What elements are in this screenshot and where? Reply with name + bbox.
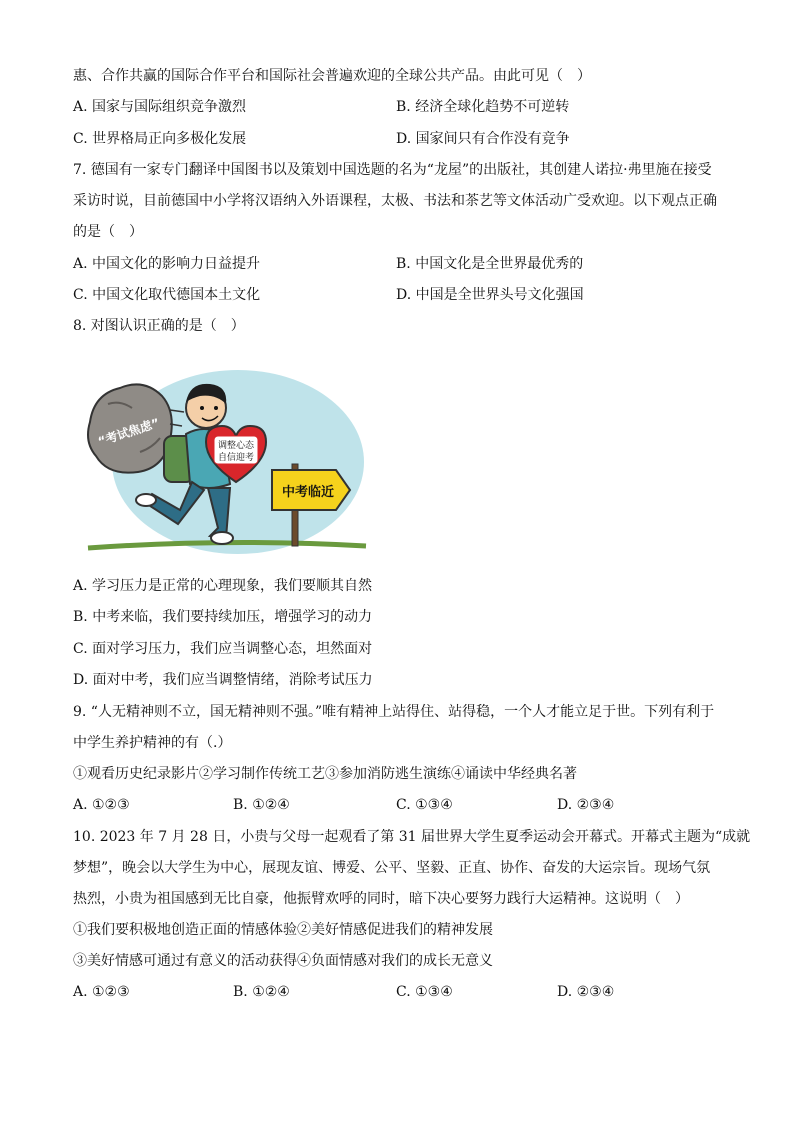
q7-option-b[interactable]: B. 中国文化是全世界最优秀的 [396,256,584,272]
q10-items-line1: ①我们要积极地创造正面的情感体验②美好情感促进我们的精神发展 [73,922,493,938]
q10-option-a[interactable]: A. ①②③ [73,984,130,1000]
q8-option-d[interactable]: D. 面对中考，我们应当调整情绪，消除考试压力 [73,672,373,688]
q7-option-d[interactable]: D. 中国是全世界头号文化强国 [396,287,584,303]
q9-option-a[interactable]: A. ①②③ [73,797,130,813]
q8-option-a[interactable]: A. 学习压力是正常的心理现象，我们要顺其自然 [73,578,373,594]
q7-option-c[interactable]: C. 中国文化取代德国本土文化 [73,287,261,303]
q10-stem-line3: 热烈，小贵为祖国感到无比自豪，他振臂欢呼的同时，暗下决心要努力践行大运精神。这说明（ ） [73,891,689,907]
q6-option-d[interactable]: D. 国家间只有合作没有竞争 [396,131,570,147]
q9-option-d[interactable]: D. ②③④ [557,797,615,813]
q6-option-c[interactable]: C. 世界格局正向多极化发展 [73,131,247,147]
front-shoe [211,532,233,544]
q9-option-c[interactable]: C. ①③④ [396,797,453,813]
q8-option-b[interactable]: B. 中考来临，我们要持续加压，增强学习的动力 [73,609,373,625]
q9-items: ①观看历史纪录影片②学习制作传统工艺③参加消防逃生演练④诵读中华经典名著 [73,766,577,782]
heart-label-line1: 调整心态 [217,441,255,451]
q10-option-d[interactable]: D. ②③④ [557,984,615,1000]
heart-label-line2: 自信迎考 [217,453,255,463]
q10-stem-line1: 10. 2023 年 7 月 28 日，小贵与父母一起观看了第 31 届世界大学生夏季运动会开幕式。开幕式主题为“成就 [73,829,751,845]
q9-stem-line2: 中学生养护精神的有（.） [73,735,232,751]
q6-stem-tail: 惠、合作共赢的国际合作平台和国际社会普遍欢迎的全球公共产品。由此可见（ ） [73,68,591,84]
q7-stem-line3: 的是（ ） [73,224,143,240]
signpost-label: 中考临近 [281,485,335,500]
back-shoe [136,494,156,506]
q8-option-c[interactable]: C. 面对学习压力，我们应当调整心态，坦然面对 [73,641,373,657]
q6-option-a[interactable]: A. 国家与国际组织竞争激烈 [73,99,247,115]
q7-stem-line2: 采访时说，目前德国中小学将汉语纳入外语课程，太极、书法和茶艺等文体活动广受欢迎。以下观点正确 [73,193,717,209]
q10-option-c[interactable]: C. ①③④ [396,984,453,1000]
q7-stem-line1: 7. 德国有一家专门翻译中国图书以及策划中国选题的名为“龙屋”的出版社，其创建人诺拉·弗里施在接受 [73,162,712,178]
q6-option-b[interactable]: B. 经济全球化趋势不可逆转 [396,99,570,115]
q8-cartoon-figure [80,352,370,564]
q10-stem-line2: 梦想”，晚会以大学生为中心，展现友谊、博爱、公平、坚毅、正直、协作、奋发的大运宗旨。现场气氛 [73,860,711,876]
rock-label: “考试焦虑” [96,415,162,449]
anxiety-rock [88,384,172,472]
q9-stem-line1: 9. “人无精神则不立，国无精神则不强。”唯有精神上站得住、站得稳，一个人才能立足于世。下列有利于 [73,704,715,720]
q10-option-b[interactable]: B. ①②④ [233,984,290,1000]
q9-option-b[interactable]: B. ①②④ [233,797,290,813]
q7-option-a[interactable]: A. 中国文化的影响力日益提升 [73,256,261,272]
q10-items-line2: ③美好情感可通过有意义的活动获得④负面情感对我们的成长无意义 [73,953,493,969]
q8-stem: 8. 对图认识正确的是（ ） [73,318,245,334]
